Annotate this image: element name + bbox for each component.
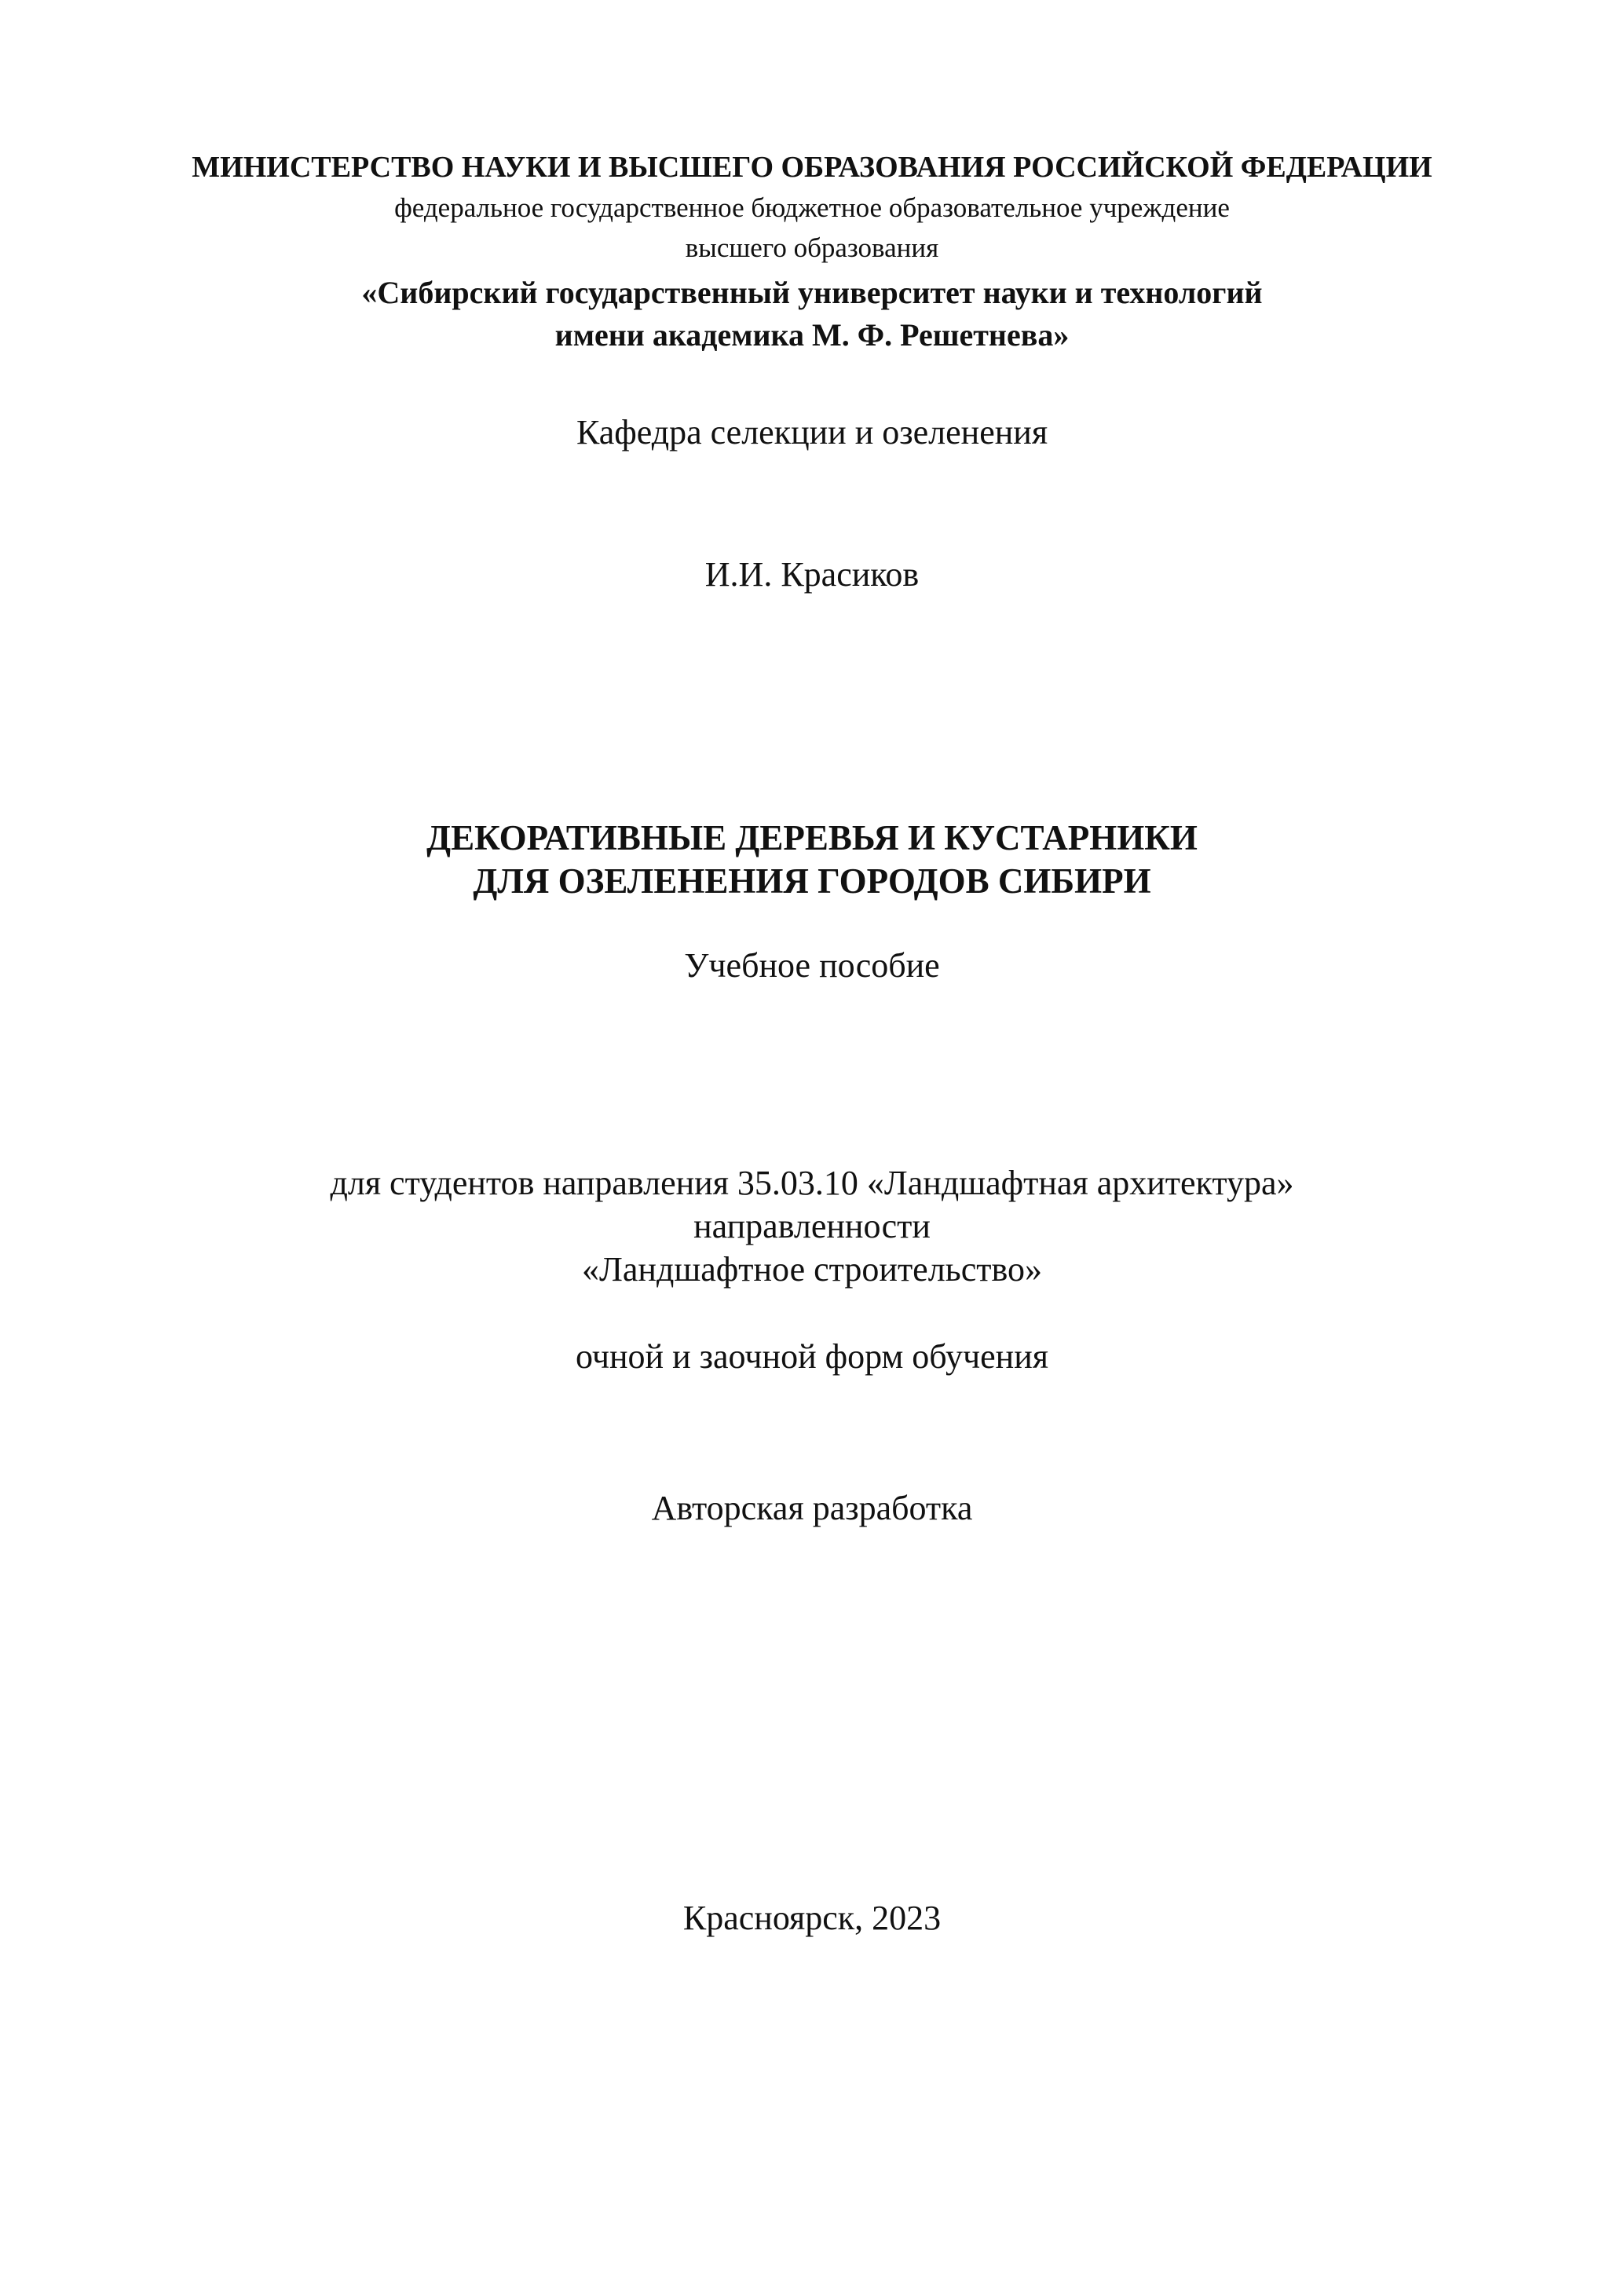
document-type: Учебное пособие	[684, 946, 940, 985]
institution-type-line-2: высшего образования	[685, 232, 939, 263]
author-name: И.И. Красиков	[704, 555, 920, 594]
place-and-year: Красноярск, 2023	[682, 1899, 942, 1937]
ministry-heading: МИНИСТЕРСТВО НАУКИ И ВЫСШЕГО ОБРАЗОВАНИЯ РОССИЙСКОЙ ФЕДЕРАЦИИ	[192, 151, 1432, 184]
audience-line-3: «Ландшафтное строительство»	[582, 1250, 1042, 1289]
authorship-note: Авторская разработка	[651, 1489, 973, 1527]
document-title-line-2: ДЛЯ ОЗЕЛЕНЕНИЯ ГОРОДОВ СИБИРИ	[473, 861, 1151, 901]
institution-type-line-1: федеральное государственное бюджетное образовательное учреждение	[394, 192, 1230, 223]
study-form: очной и заочной форм обучения	[575, 1337, 1048, 1376]
audience-line-2: направленности	[693, 1207, 931, 1245]
university-name-line-1: «Сибирский государственный университет науки и технологий	[361, 275, 1263, 310]
university-name-line-2: имени академика М. Ф. Решетнева»	[554, 317, 1070, 353]
department-name: Кафедра селекции и озеленения	[576, 413, 1048, 452]
document-title-line-1: ДЕКОРАТИВНЫЕ ДЕРЕВЬЯ И КУСТАРНИКИ	[426, 818, 1198, 857]
audience-line-1: для студентов направления 35.03.10 «Ландшафтная архитектура»	[330, 1164, 1294, 1202]
